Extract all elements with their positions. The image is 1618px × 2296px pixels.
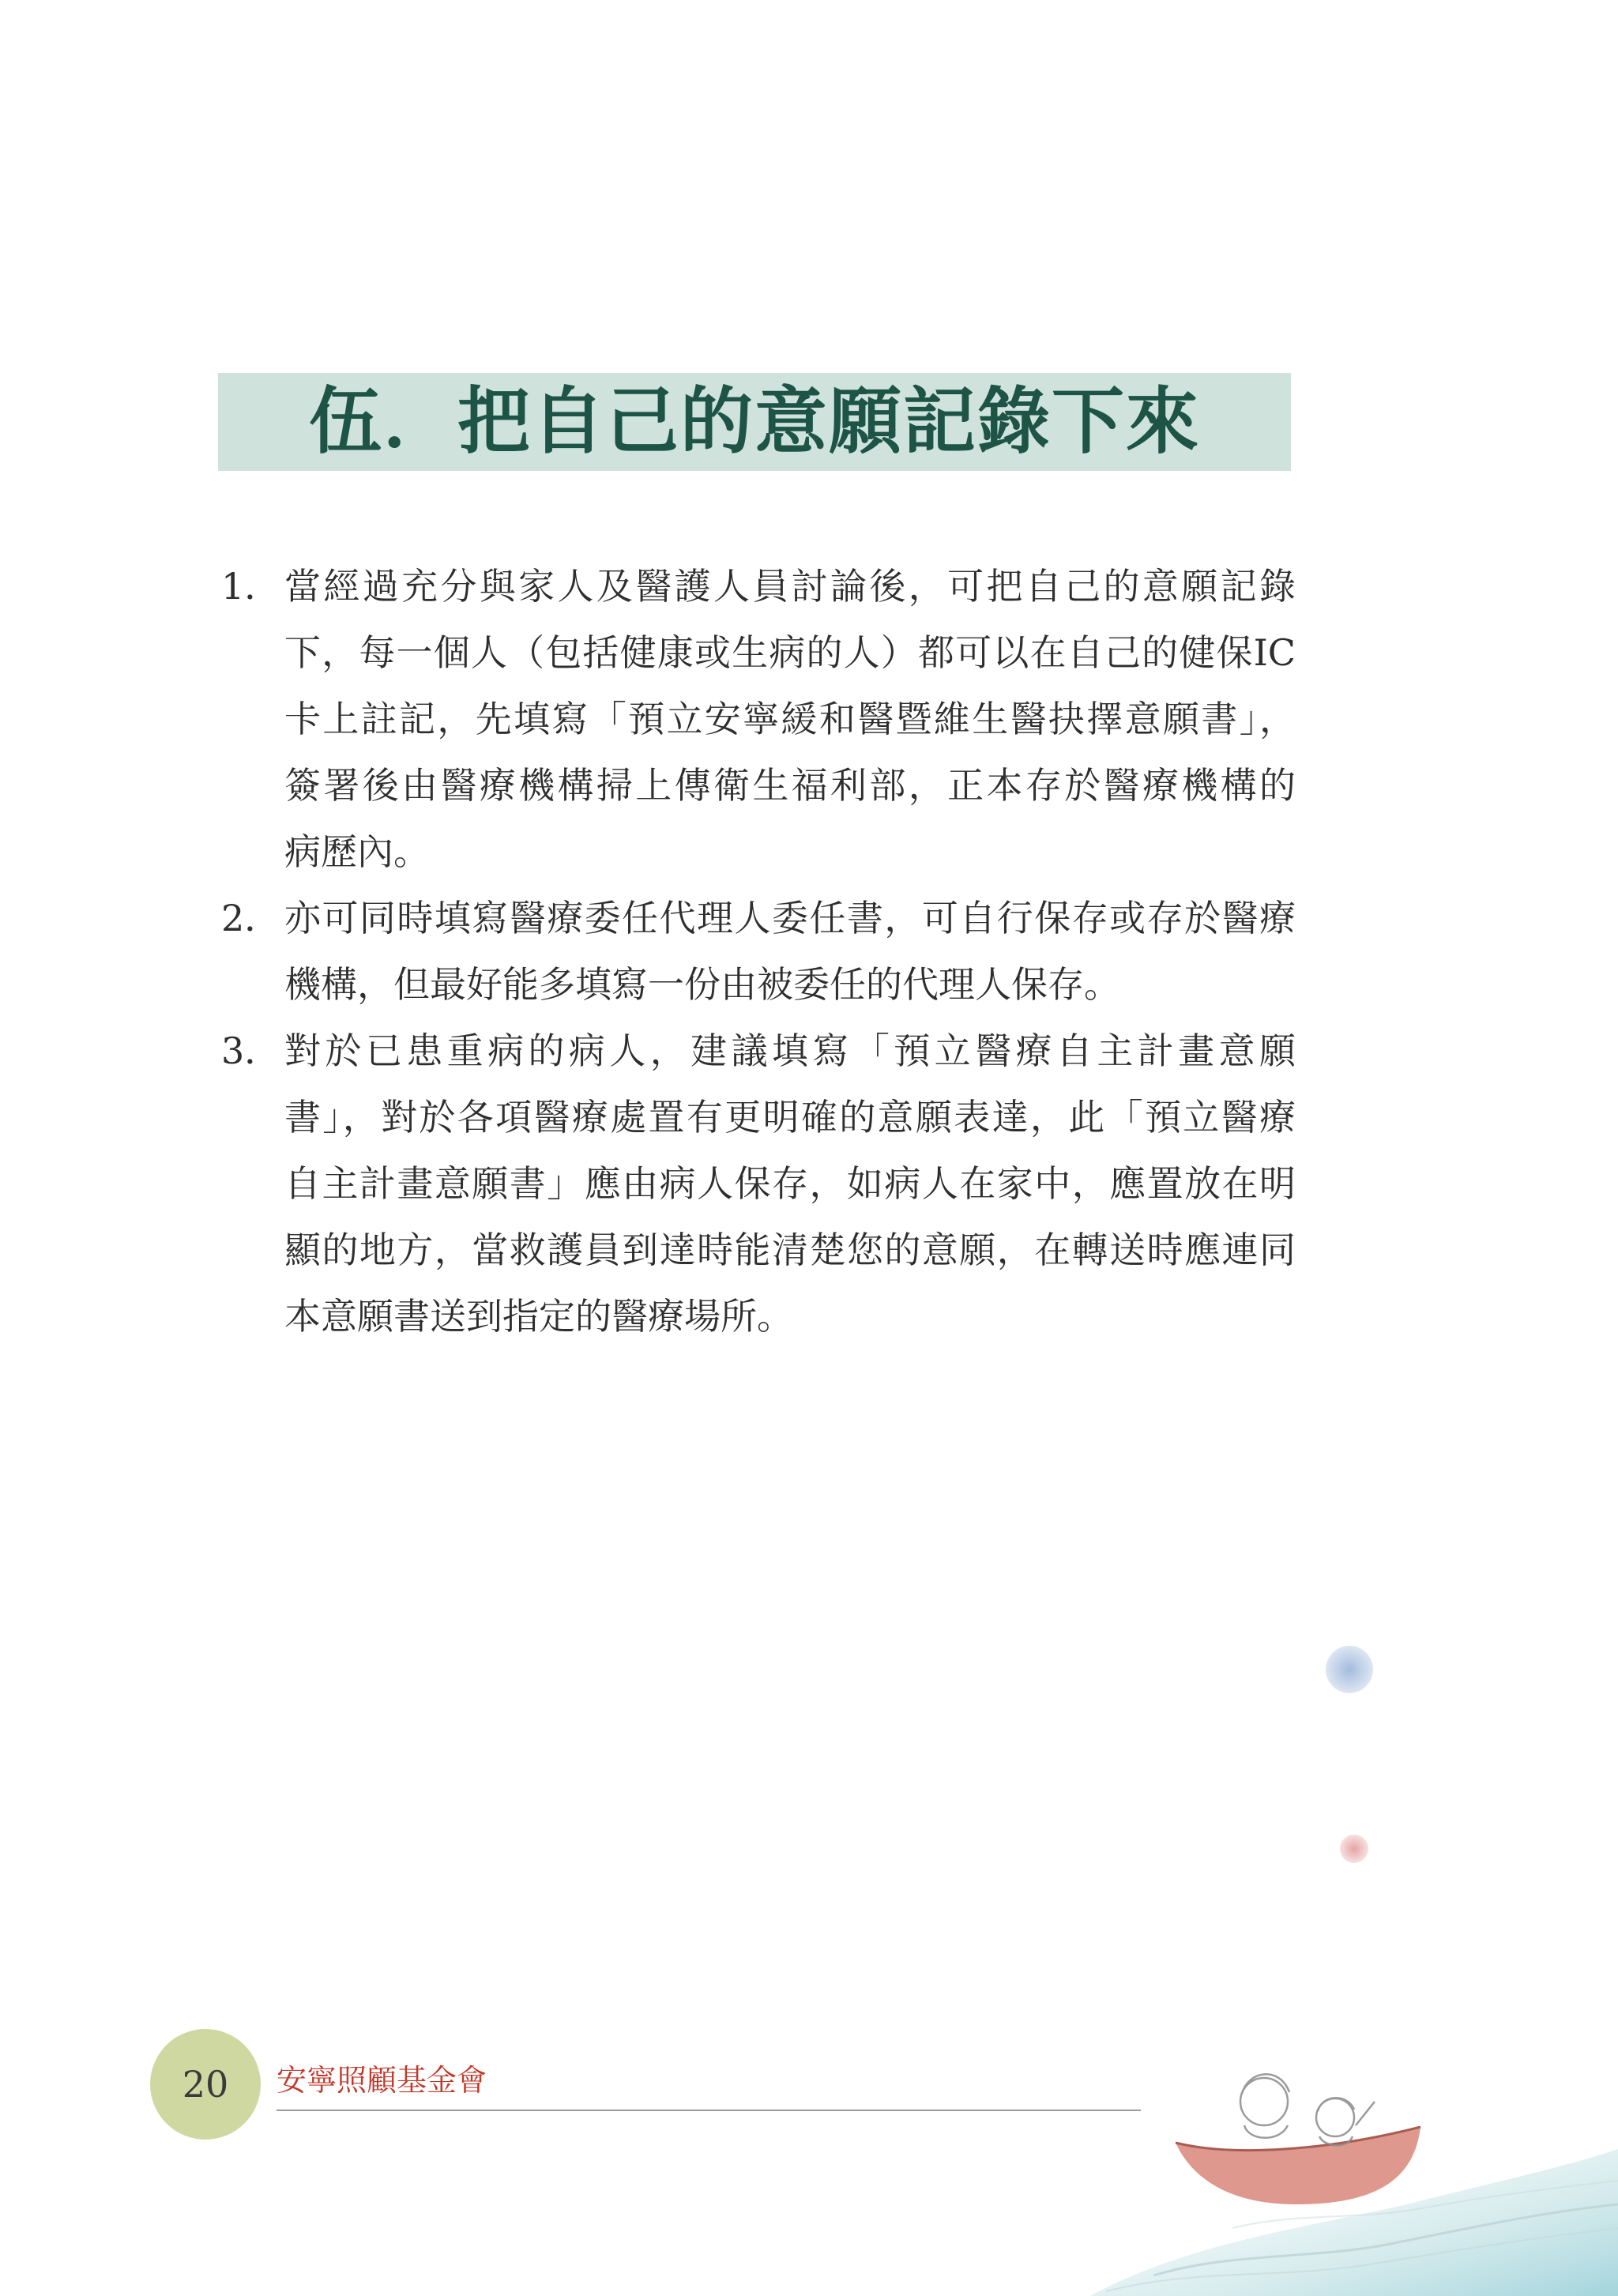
text-line: 病歷內。 (284, 830, 430, 873)
numbered-list (221, 553, 1296, 1349)
red-watercolor-dot (1340, 1835, 1368, 1863)
list-item (221, 553, 1296, 885)
text-line: 本意願書送到指定的醫療場所。 (284, 1295, 793, 1338)
list-item-number: 1． (221, 565, 281, 608)
list-item (221, 885, 1296, 1018)
section-title: 伍．把自己的意願記錄下來 (308, 379, 1200, 464)
list-item (221, 1018, 1296, 1349)
text-line: 機構，但最好能多填寫一份由被委任的代理人保存。 (284, 963, 1120, 1006)
children-sketch (1240, 2074, 1375, 2145)
text-line: 書」，對於各項醫療處置有更明確的意願表達，此「預立醫療 (284, 1096, 1296, 1139)
text-line: 對於已患重病的病人，建議填寫「預立醫療自主計畫意願 (284, 1029, 1296, 1072)
footer-divider (277, 2110, 1141, 2111)
text-line: 自主計畫意願書」應由病人保存，如病人在家中，應置放在明 (284, 1162, 1296, 1205)
list-item-text (284, 885, 1296, 1018)
list-item-text (284, 553, 1296, 885)
blue-watercolor-dot (1326, 1646, 1373, 1693)
text-line: 簽署後由醫療機構掃上傳衛生福利部，正本存於醫療機構的 (284, 764, 1296, 807)
boat-hull (1176, 2127, 1420, 2204)
text-line: 顯的地方，當救護員到達時能清楚您的意願，在轉送時應連同 (284, 1229, 1296, 1271)
organization-name: 安寧照顧基金會 (277, 2063, 487, 2098)
text-line: 亦可同時填寫醫療委任代理人委任書，可自行保存或存於醫療 (284, 897, 1296, 939)
page-number: 20 (182, 2063, 229, 2106)
text-line: 下，每一個人（包括健康或生病的人）都可以在自己的健保IC (284, 631, 1296, 674)
text-line: 當經過充分與家人及醫護人員討論後，可把自己的意願記錄 (284, 565, 1296, 608)
list-item-text (284, 1018, 1296, 1349)
list-item-number: 3． (221, 1029, 281, 1072)
list-item-number: 2． (221, 897, 281, 939)
text-line: 卡上註記，先填寫「預立安寧緩和醫暨維生醫抉擇意願書」， (284, 698, 1296, 740)
